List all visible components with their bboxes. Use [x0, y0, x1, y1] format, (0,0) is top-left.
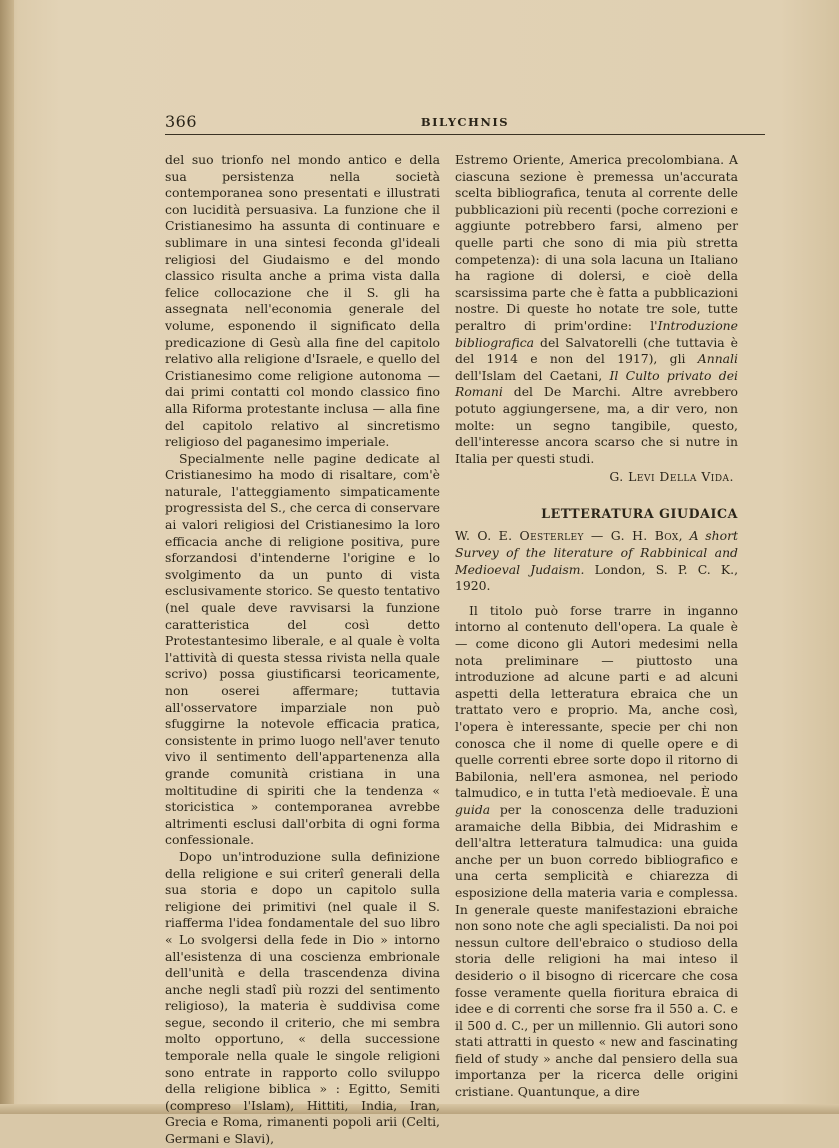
text-run: Estremo Oriente, America precolombiana. A ciascuna sezione è premessa un'accurata scelta bibliografica, tenuta al corrente delle pubblicazioni più recenti (poche correzioni e aggiunte potrebbero farsi, almeno per quelle parti che sono di mia più stretta competenza): di una sola lacuna un Italiano ha ragione di dolersi, e cioè della scarsissima parte che è fatta a pubblicazioni nostre. Di queste ho notate tre sole, tutte peraltro di prim'ordine: l' — [455, 152, 738, 333]
book-citation — [455, 528, 738, 594]
page-header — [165, 112, 765, 135]
citation-authors: W. O. E. Oesterley — G. H. Box, — [455, 528, 683, 544]
left-paragraph-2: Specialmente nelle pagine dedicate al Cristianesimo ha modo di risaltare, com'è naturale, l'atteggiamento simpaticamente progressista del S., che cerca di conservare ai valori religiosi del Cristianesimo la loro efficacia anche di religione positiva, pure sforzandosi d'intenderne l'origine e lo svolgimento da un punto di vista esclusivamente storico. Se questo tentativo (nel quale deve ravvisarsi la funzione caratteristica del così detto Protestantesimo liberale, e al quale è volta l'attività di questa stessa rivista nella quale scrivo) possa giustificarsi teoricamente, non oserei affermare; tuttavia all'osservatore imparziale non può sfuggirne la notevole efficacia pratica, consistente in primo luogo nell'aver tenuto vivo il sentimento dell'appartenenza alla grande comunità cristiana in una moltitudine di spiriti che la tendenza « storicistica » contemporanea avrebbe altrimenti esclusi dall'orbita di ogni forma confessionale. — [165, 450, 440, 848]
section-title: LETTERATURA GIUDAICA — [541, 505, 738, 521]
right-paragraph-2 — [455, 603, 738, 1101]
italic-title: Introduzione bibliografica — [455, 317, 738, 350]
text-run: del De Marchi. Altre avrebbero potuto aggiungersene, ma, a dir vero, non molte: un segno tangibile, questo, dell'interesse ancora scarso che si nutre in Italia per questi studi. — [455, 384, 738, 466]
italic-word: guida — [455, 801, 491, 817]
citation-title: A short Survey of the literature of Rabbinical and Medioeval Judaism. — [455, 528, 738, 577]
page-edge-left — [0, 0, 14, 1114]
citation-publisher: London, S. P. C. K., 1920. — [455, 561, 739, 594]
left-column — [165, 152, 440, 1148]
text-run: Il titolo può forse trarre in inganno intorno al contenuto dell'opera. La quale è — come dicono gli Autori medesimi nella nota preliminare — piuttosto una introduzione ad alcune parti e ad alcuni aspetti della letteratura ebraica che un trattato vero e proprio. Ma, anche così, l'opera è interessante, specie per chi non conosca che il nome di quelle opere e di quelle correnti ebree sorte dopo il ritorno di Babilonia, nell'era asmonea, nel periodo talmudico, e in tutta l'età medioevale. È una — [455, 602, 738, 801]
text-run: del Salvatorelli (che tuttavia è del 1914 e non del 1917), gli — [455, 334, 738, 367]
text-run: per la conoscenza delle traduzioni aramaiche della Bibbia, dei Midrashim e dell'altra letteratura talmudica: una guida anche per un buon corredo bibliografico e una certa semplicità e chiarezza di esposizione della materia varia e complessa. In generale queste manifestazioni ebraiche non sono note che agli specialisti. Da noi poi nessun cultore dell'ebraico o studioso della storia delle religioni ha mai inteso il desiderio o il bisogno di ricercare che cosa fosse veramente quella fioritura ebraica di idee e di correnti che sorse fra il 550 a. C. e il 500 d. C., per un millennio. Gli autori sono stati attratti in questo « new and fascinating field of study » anche dal pensiero della sua importanza per la ricerca delle origini cristiane. Quantunque, a dire — [455, 801, 738, 1100]
text-run: dell'Islam del Caetani, — [455, 367, 610, 383]
italic-title: Annali — [697, 351, 738, 367]
left-paragraph-3: Dopo un'introduzione sulla definizione della religione e sui criterî generali della sua storia e dopo un capitolo sulla religione dei primitivi (nel quale il S. riafferma l'idea fondamentale del suo libro « Lo svolgersi della fede in Dio » intorno all'esistenza di una coscienza embrionale dell'unità e della trascendenza divina anche negli stadî più rozzi del sentimento religioso), la materia è suddivisa come segue, secondo il criterio, che mi sembra molto opportuno, « della successione temporale nella quale le singole religioni sono entrate in rapporto collo sviluppo della religione biblica » : Egitto, Semiti (compreso l'Islam), Hittiti, India, Iran, Grecia e Roma, rimanenti popoli arii (Celti, Germani e Slavi), — [165, 848, 440, 1147]
page-number: 366 — [165, 112, 198, 131]
right-paragraph-1 — [455, 152, 738, 467]
right-column — [455, 152, 738, 1101]
running-title: BILYCHNIS — [420, 115, 510, 129]
review-signature: G. Levi Della Vida. — [609, 469, 734, 485]
italic-title: Il Culto privato dei Romani — [455, 367, 738, 400]
left-paragraph-1: del suo trionfo nel mondo antico e della sua persistenza nella società contemporanea sono presentati e illustrati con lucidità persuasiva. La funzione che il Cristianesimo ha assunta di continuare e sublimare in una sintesi feconda gl'ideali religiosi del Giudaismo e del mondo classico risulta anche a prima vista dalla felice collocazione che il S. gli ha assegnata nell'economia generale del volume, esponendo il significato della predicazione di Gesù alla fine del capitolo relativo alla religione d'Israele, e quello del Cristianesimo come religione autonoma — dai primi contatti col mondo classico fino alla Riforma protestante inclusa — alla fine del capitolo relativo al sincretismo religioso del paganesimo imperiale. — [165, 152, 440, 450]
